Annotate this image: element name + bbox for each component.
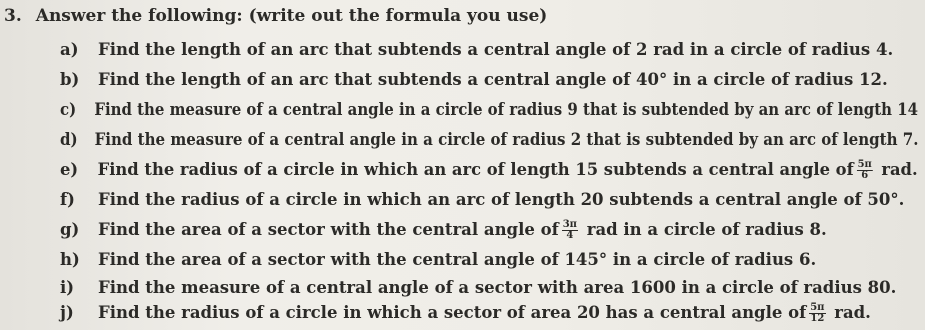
item-letter: a): [60, 40, 79, 59]
angle-fraction: [857, 160, 873, 181]
item-letter: f): [60, 190, 75, 209]
item-text: Find the length of an arc that subtends a central angle of 2 rad in a circle of radius 4.: [98, 40, 894, 59]
question-f: [60, 190, 904, 209]
item-letter: h): [60, 250, 80, 269]
fraction-numerator: 5π: [857, 159, 872, 170]
item-letter: d): [60, 130, 78, 149]
fraction-denominator: 4: [566, 230, 574, 241]
item-text: Find the measure of a central angle in a circle of radius 2 that is subtended by an arc of length 7.: [94, 130, 919, 149]
fraction-numerator: 5π: [810, 302, 825, 313]
question-g: [60, 220, 827, 241]
item-text: Find the measure of a central angle in a circle of radius 9 that is subtended by an arc of length 14: [94, 100, 918, 119]
question-instruction: Answer the following: (write out the formula you use): [35, 6, 548, 26]
question-heading: [4, 6, 547, 26]
question-j: [60, 303, 871, 324]
item-letter: g): [60, 220, 80, 239]
item-letter: b): [60, 70, 80, 89]
item-text: Find the radius of a circle in which an arc of length 15 subtends a central angle of: [97, 160, 854, 179]
question-d: [60, 130, 918, 149]
item-letter: c): [60, 100, 77, 119]
fraction-denominator: 6: [861, 170, 869, 181]
question-number: 3.: [4, 6, 22, 26]
fraction-denominator: 12: [810, 313, 825, 324]
question-c: [60, 100, 918, 119]
item-text: Find the radius of a circle in which a sector of area 20 has a central angle of: [98, 303, 807, 322]
angle-fraction: [562, 220, 578, 241]
item-letter: e): [60, 160, 79, 179]
question-e: [60, 160, 918, 181]
angle-fraction: [809, 303, 825, 324]
item-text: Find the length of an arc that subtends a central angle of 40° in a circle of radius 12.: [98, 70, 888, 89]
question-a: [60, 40, 893, 59]
question-i: [60, 278, 896, 297]
fraction-numerator: 3π: [562, 219, 577, 230]
item-letter: j): [60, 303, 74, 322]
item-text: Find the measure of a central angle of a sector with area 1600 in a circle of radius 80.: [98, 278, 897, 297]
item-text-suffix: rad in a circle of radius 8.: [581, 220, 827, 239]
item-text-suffix: rad.: [875, 160, 918, 179]
item-text: Find the radius of a circle in which an arc of length 20 subtends a central angle of 50°.: [98, 190, 905, 209]
question-b: [60, 70, 888, 89]
item-text: Find the area of a sector with the central angle of: [98, 220, 559, 239]
item-text: Find the area of a sector with the central angle of 145° in a circle of radius 6.: [98, 250, 817, 269]
item-letter: i): [60, 278, 75, 297]
question-h: [60, 250, 816, 269]
item-text-suffix: rad.: [828, 303, 871, 322]
